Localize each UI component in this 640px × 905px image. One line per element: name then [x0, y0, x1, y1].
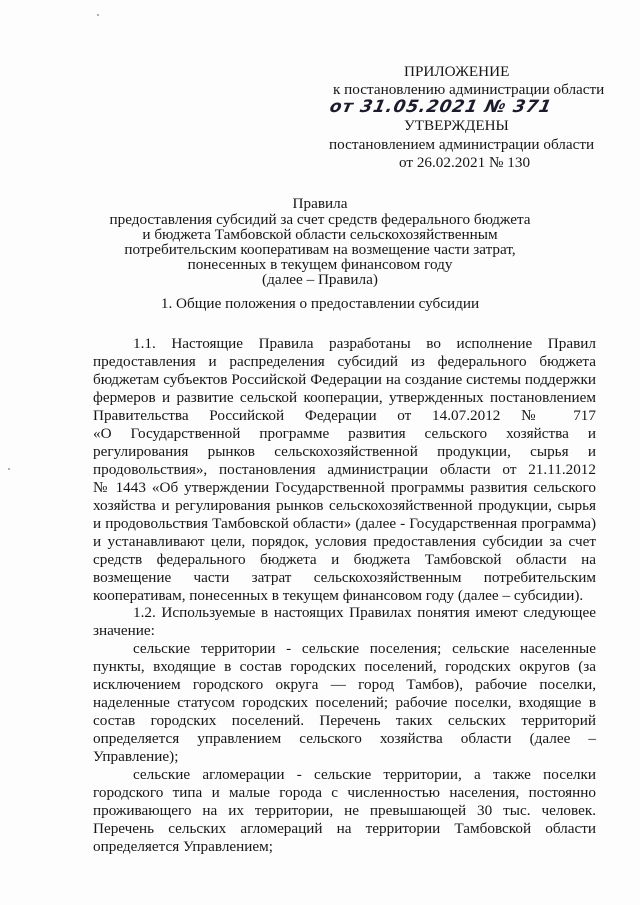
body-line: и продовольствия Тамбовской области» (далее - Государственная программа) [93, 515, 596, 532]
body-line: фермеров и развитие сельской кооперации, утвержденных постановлением [93, 389, 596, 406]
body-line: № 1443 «Об утверждении Государственной программы развития сельского [93, 479, 596, 496]
body-line: кооперативам, понесенных в текущем финансовом году (далее – субсидии). [93, 587, 584, 604]
body-line: продовольствия», постановления администрации области от 21.11.2012 [93, 461, 596, 478]
handwritten-date-number: от 31.05.2021 № 371 [327, 97, 554, 117]
body-line: состав городских поселений. Перечень таких сельских территорий [93, 712, 596, 729]
title-line-6: (далее – Правила) [262, 271, 378, 288]
body-line: сельские территории - сельские поселения; сельские населенные [133, 640, 596, 657]
title-line-4: потребительским кооперативам на возмещение части затрат, [124, 241, 516, 258]
title-line-5: понесенных в текущем финансовом году [187, 256, 453, 273]
to-resolution-text: к постановлению администрации области [333, 81, 605, 98]
approved-date-text: от 26.02.2021 № 130 [399, 154, 531, 171]
body-line: Управление); [93, 748, 179, 765]
title-line-2: предоставления субсидий за счет средств федерального бюджета [109, 211, 531, 228]
title-line-3: и бюджета Тамбовской области сельскохозяйственным [142, 226, 498, 243]
body-line: определяется управлением сельского хозяйства области (далее – [93, 730, 596, 747]
approved-label: УТВЕРЖДЕНЫ [404, 117, 509, 134]
body-line: возмещение части затрат сельскохозяйственным потребительским [93, 569, 596, 586]
title-line-1: Правила [292, 195, 348, 212]
body-line: городского типа и малые города с численностью населения, постоянно [93, 784, 596, 801]
body-line: регулирования рынков сельскохозяйственной продукции, сырья и [93, 443, 596, 460]
appendix-label: ПРИЛОЖЕНИЕ [404, 63, 510, 80]
body-line: сельские агломерации - сельские территории, а также поселки [133, 766, 596, 783]
body-line: определяется Управлением; [93, 838, 273, 855]
section-heading: 1. Общие положения о предоставлении субсидии [160, 295, 480, 312]
body-line: Правительства Российской Федерации от 14.07.2012 № 717 [93, 407, 596, 424]
body-line: исключением городского округа — город Тамбов), рабочие поселки, [93, 676, 596, 693]
body-line: значение: [93, 622, 155, 639]
body-line: Перечень сельских агломераций на территории Тамбовской области [93, 820, 596, 837]
body-line: и устанавливают цели, порядок, условия предоставления субсидии за счет [93, 533, 596, 550]
approved-by-text: постановлением администрации области [329, 136, 595, 153]
body-line: 1.2. Используемые в настоящих Правилах понятия имеют следующее [133, 604, 596, 621]
body-line: пункты, входящие в состав городских поселений, городских округов (за [93, 658, 596, 675]
body-line: проживающего на их территории, не превышающей 30 тыс. человек. [93, 802, 596, 819]
body-line: средств федерального бюджета и бюджета Тамбовской области на [93, 551, 596, 568]
body-line: предоставления и распределения субсидий из федерального бюджета [93, 353, 596, 370]
scan-speck [97, 14, 99, 16]
body-line: хозяйства и регулирования рынков сельскохозяйственной продукции, сырья [93, 497, 596, 514]
body-line: «О Государственной программе развития сельского хозяйства и [93, 425, 596, 442]
body-line: 1.1. Настоящие Правила разработаны во исполнение Правил [133, 335, 596, 352]
body-line: наделенные статусом городских поселений; рабочие поселки, входящие в [93, 694, 596, 711]
scan-speck [8, 468, 10, 470]
body-line: бюджетам субъектов Российской Федерации на создание системы поддержки [93, 371, 596, 388]
